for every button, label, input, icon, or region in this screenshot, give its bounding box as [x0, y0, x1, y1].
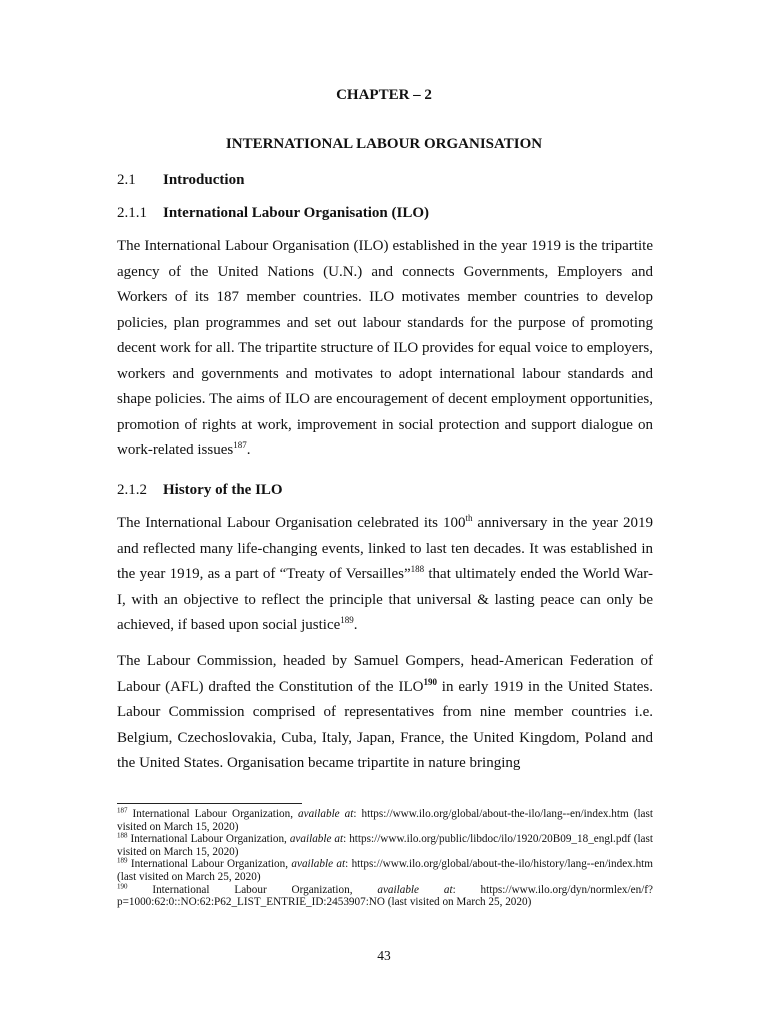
- footnote-item: [117, 833, 653, 858]
- footnotes: [117, 808, 653, 909]
- section-number: 2.1.2: [117, 482, 147, 498]
- footnote-ref: 190: [423, 676, 437, 687]
- paragraph-text: that ultimately ended the World War-I, with an objective to reflect the principle that universal & lasting peace can only be achieved, if based upon social justice: [117, 566, 653, 633]
- section-title: History of the ILO: [163, 482, 283, 498]
- chapter-heading: CHAPTER – 2: [336, 87, 432, 103]
- footnote-text: International Labour Organization,: [127, 883, 378, 896]
- paragraph-history: [117, 511, 653, 639]
- paragraph-text: The International Labour Organisation celebrated its 100: [117, 515, 466, 531]
- paragraph-labour-commission: [117, 649, 653, 777]
- footnote-item: [117, 881, 653, 909]
- section-heading-introduction: [117, 172, 244, 189]
- footnote-emphasis: available at: [289, 833, 344, 846]
- footnote-item: [117, 858, 653, 883]
- footnote-number: 188: [117, 831, 128, 840]
- paragraph-text: The Labour Commission, headed by Samuel Gompers, head-American Federation of Labour (AFL) drafted the Constitution of the ILO: [117, 653, 653, 695]
- footnote-ref: 187: [233, 440, 247, 450]
- paragraph-ilo-intro: [117, 234, 653, 464]
- footnote-text: : https://www.ilo.org/public/libdoc/ilo/1920/20B09_18_engl.pdf (last visited on March 15, 2020): [117, 833, 653, 858]
- footnote-number: 190: [117, 881, 128, 890]
- footnote-emphasis: available at: [298, 808, 354, 820]
- footnote-text: : https://www.ilo.org/global/about-the-ilo/lang--en/index.htm (last visited on March 15, 2020): [117, 808, 653, 833]
- footnote-text: : https://www.ilo.org/global/about-the-ilo/history/lang--en/index.htm (last visited on March 25, 2020): [117, 858, 653, 883]
- footnote-ref: 189: [340, 615, 354, 625]
- paragraph-text: in early 1919 in the United States. Labour Commission comprised of representatives from nine member countries i.e. Belgium, Czechoslovakia, Cuba, Italy, Japan, France, the United Kingdom, Poland and the United States. Organisation became tripartite in nature bringing: [117, 678, 654, 771]
- footnote-text: : https://www.ilo.org/dyn/normlex/en/f?p=1000:62:0::NO:62:P62_LIST_ENTRIE_ID:2453907:NO (last visited on March 25, 2020): [117, 883, 653, 909]
- section-number: 2.1: [117, 172, 136, 188]
- page-number: 43: [377, 948, 391, 963]
- section-heading-history: [117, 482, 283, 499]
- footnote-emphasis: available at: [291, 858, 346, 871]
- footnote-text: International Labour Organization,: [127, 808, 299, 820]
- paragraph-text: .: [353, 617, 358, 633]
- section-title: Introduction: [163, 172, 245, 188]
- section-heading-ilo: [117, 205, 429, 222]
- section-title: International Labour Organisation (ILO): [163, 205, 430, 221]
- footnote-text: International Labour Organization,: [127, 833, 290, 846]
- footnote-number: 189: [117, 856, 128, 865]
- ordinal-suffix: th: [465, 513, 473, 523]
- paragraph-text: .: [246, 442, 251, 458]
- section-number: 2.1.1: [117, 205, 147, 221]
- footnote-divider: [117, 803, 302, 804]
- footnote-text: International Labour Organization,: [127, 858, 292, 871]
- footnote-emphasis: available at: [377, 883, 453, 896]
- paragraph-text: The International Labour Organisation (ILO) established in the year 1919 is the tripartite agency of the United Nations (U.N.) and connects Governments, Employers and Workers of its 187 member countries. ILO motivates member countries to develop policies, plan programmes and set out labour standards for the purpose of promoting decent work for all. The tripartite structure of ILO provides for equal voice to employers, workers and governments and motivates to adopt international labour standards and shape policies. The aims of ILO are encouragement of decent employment opportunities, promotion of rights at work, improvement in social protection and support dialogue on work-related issues: [117, 238, 653, 458]
- paragraph-text: anniversary in the year 2019 and reflected many life-changing events, linked to last ten decades. It was established in the year 1919, as a part of “Treaty of Versailles”: [117, 515, 653, 582]
- footnote-number: 187: [117, 806, 128, 815]
- footnote-item: [117, 808, 653, 833]
- footnote-ref: 188: [410, 564, 425, 574]
- chapter-title: INTERNATIONAL LABOUR ORGANISATION: [225, 136, 543, 152]
